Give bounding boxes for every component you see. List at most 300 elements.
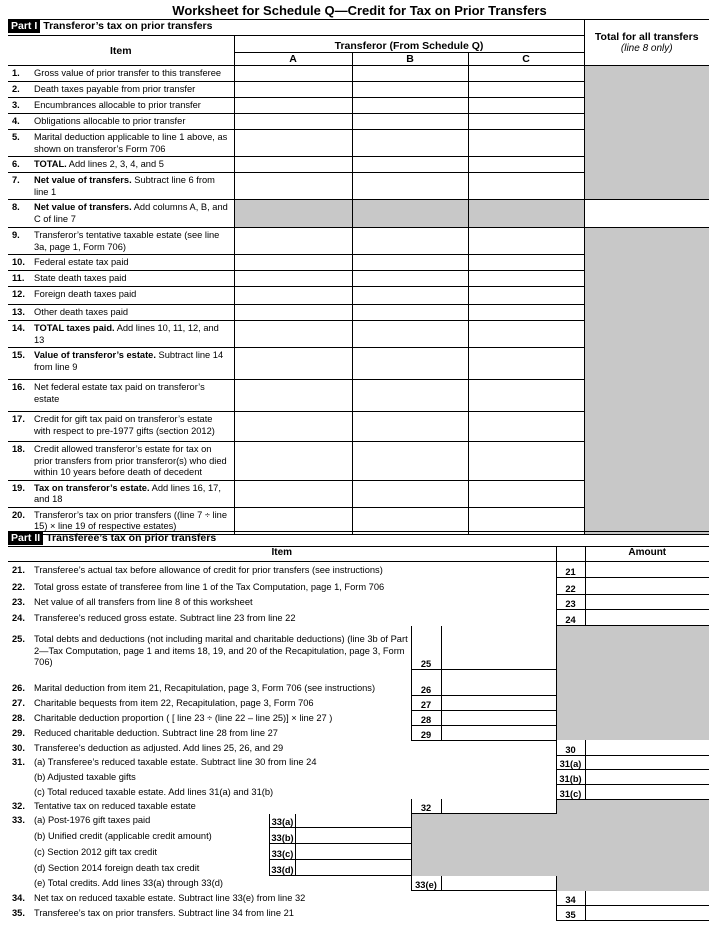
shaded-cell [585,876,709,891]
part1-row-17 [8,412,709,442]
line-number [8,772,34,784]
part1-item-14 [8,321,234,348]
part1-row-3 [8,98,709,114]
part2-heading: Transferee’s tax on prior transfers [46,532,217,544]
part2-row-35 [8,906,709,921]
input-line6-col-a[interactable] [234,157,352,173]
part1-item-6 [8,157,234,173]
total-header-cell [584,20,709,66]
input-line14-col-a[interactable] [234,321,352,348]
column-c-header: C [468,53,584,66]
part2-item-30 [8,740,556,755]
shaded-cell [585,799,709,814]
part1-item-15 [8,348,234,380]
part1-row-16 [8,380,709,412]
total-subheader: (line 8 only) [620,43,673,54]
line-box-23: 23 [556,595,585,610]
amount-input-22[interactable] [585,578,709,595]
part2-item-31(b) [8,770,556,785]
part2-item-32 [8,799,411,814]
line-text: Credit allowed transferor’s estate for tax on prior transfers from prior transferor(s) who died within 10 years before death of decedent [34,444,227,477]
part2-item-23 [8,595,556,610]
part1-label: Part I [8,19,40,33]
line-box-22: 22 [556,578,585,595]
part2-item-35 [8,906,556,921]
line-number: 11. [12,273,25,283]
line-number: 22. [12,582,25,592]
total-line11 [584,271,709,287]
part1-row-15 [8,348,709,380]
shaded-cell [441,814,556,828]
part2-row-30 [8,740,709,755]
input-line7-col-a[interactable] [234,173,352,200]
part1-row-18 [8,442,709,481]
part1-row-9 [8,228,709,255]
line-box-33(e): 33(e) [411,876,441,891]
input-line18-col-a[interactable] [234,442,352,481]
part2-row-24 [8,610,709,626]
line-number: 31. [12,757,25,767]
input-line10-col-a[interactable] [234,255,352,271]
part2-heading-row [8,532,709,547]
input-line7-col-b[interactable] [352,173,468,200]
shaded-cell [585,725,709,740]
input-line19-col-b[interactable] [352,480,468,507]
input-line2-col-a[interactable] [234,82,352,98]
part2-row-34 [8,891,709,906]
line-text: Net tax on reduced taxable estate. Subtract line 33(e) from line 32 [34,893,306,903]
input-line4-col-a[interactable] [234,114,352,130]
line-text: Add lines 16, 17, and 18 [34,482,221,504]
line-number: 32. [12,801,25,811]
part1-item-1 [8,66,234,82]
line-number: 13. [12,307,25,317]
line-text: (a) Post-1976 gift taxes paid [34,815,151,825]
input-line7-col-c[interactable] [468,173,584,200]
line-bold-label: TOTAL taxes paid. [34,323,115,333]
line-text: Transferor’s tentative taxable estate (see line 3a, page 1, Form 706) [34,230,220,252]
input-line8-col-a [234,200,352,228]
input-line17-col-a[interactable] [234,412,352,442]
part2-item-22 [8,578,556,595]
line-text: Foreign death taxes paid [34,289,137,299]
input-line18-col-c[interactable] [468,442,584,481]
part2-row-27 [8,696,709,711]
part2-row-28 [8,710,709,725]
shaded-cell [585,844,709,860]
shaded-cell [556,626,585,670]
input-line10-col-c[interactable] [468,255,584,271]
input-line9-col-b[interactable] [352,228,468,255]
input-line13-col-c[interactable] [468,305,584,321]
shaded-cell [441,860,556,876]
column-b-header: B [352,53,468,66]
part2-row-21 [8,562,709,578]
amount-input-35[interactable] [585,906,709,921]
shaded-cell [585,626,709,670]
total-header: Total for all transfers [594,31,699,43]
line-number: 3. [12,100,20,110]
line-text: (c) Total reduced taxable estate. Add lines 31(a) and 31(b) [34,786,274,797]
part1-row-4 [8,114,709,130]
line-box-33(b): 33(b) [269,828,296,844]
line-number: 12. [12,289,25,299]
input-line19-col-c[interactable] [468,480,584,507]
part1-row-19 [8,480,709,507]
total-line12 [584,287,709,305]
input-line17-col-c[interactable] [468,412,584,442]
line-number: 1. [12,68,20,78]
total-line19 [584,480,709,507]
amount-input-33(e)[interactable] [441,876,556,891]
part2-row-31(b) [8,770,709,785]
amount-input-24[interactable] [585,610,709,626]
line-text: Credit for gift tax paid on transferor’s estate with respect to pre-1977 gifts (section 2012) [34,414,215,436]
line-text: (c) Section 2012 gift tax credit [34,847,157,857]
line-box-31(a): 31(a) [556,755,585,770]
line-text: Subtract line 14 from line 9 [34,350,224,372]
line-box-32: 32 [411,799,441,814]
part2-table [8,531,709,921]
total-line13 [584,305,709,321]
amount-input-33(d)[interactable] [296,860,411,876]
part1-item-4 [8,114,234,130]
input-line11-col-b[interactable] [352,271,468,287]
line-box-34: 34 [556,891,585,906]
input-line15-col-a[interactable] [234,348,352,380]
line-text: Total debts and deductions (not including marital and charitable deductions) (line 3b of Part 2—Tax Computation, page 1 and items 18, 19, and 20 of the Recapitulation, page 3, Form 706) [34,634,408,667]
shaded-cell [411,814,441,828]
line-text: Obligations allocable to prior transfer [34,116,186,126]
line-number: 6. [12,159,20,169]
part2-item-34 [8,891,556,906]
line-text: Subtract line 6 from line 1 [34,175,215,197]
line-box-28: 28 [411,710,441,725]
input-line15-col-c[interactable] [468,348,584,380]
input-line9-col-c[interactable] [468,228,584,255]
shaded-cell [585,814,709,828]
part2-item-28 [8,710,411,725]
line-text: Reduced charitable deduction. Subtract line 28 from line 27 [34,727,278,738]
part2-row-23 [8,595,709,610]
part1-row-20 [8,507,709,534]
line-box-29: 29 [411,725,441,740]
part1-row-2 [8,82,709,98]
part2-item-24 [8,610,556,626]
part2-item-31(a) [8,755,556,770]
part2-item-26 [8,670,411,696]
shaded-cell [441,844,556,860]
part1-item-18 [8,442,234,481]
line-text: Transferee’s reduced gross estate. Subtract line 23 from line 22 [34,613,296,623]
shaded-cell [556,710,585,725]
part1-row-5 [8,130,709,157]
input-line6-col-c[interactable] [468,157,584,173]
amount-input-28[interactable] [441,710,556,725]
part1-item-19 [8,480,234,507]
line-number: 24. [12,613,25,623]
input-line8-col-b [352,200,468,228]
part1-item-8 [8,200,234,228]
line-text: Charitable bequests from item 22, Recapitulation, page 3, Form 706 [34,697,314,708]
line-box-25: 25 [411,626,441,670]
total-line18 [584,442,709,481]
transferor-header: Transferor (From Schedule Q) [234,36,584,53]
shaded-cell [556,725,585,740]
part1-item-17 [8,412,234,442]
line-number [8,878,34,890]
line-number: 30. [12,742,25,753]
part1-row-10 [8,255,709,271]
line-number: 25. [12,634,25,644]
shaded-cell [556,696,585,711]
line-text: (b) Unified credit (applicable credit amount) [34,831,212,841]
input-line9-col-a[interactable] [234,228,352,255]
part1-item-16 [8,380,234,412]
shaded-cell [556,876,585,891]
part2-item-33(b) [8,828,411,844]
part2-row-31(c) [8,784,709,799]
line-text: Death taxes payable from prior transfer [34,84,196,94]
part2-row-32 [8,799,709,814]
input-line4-col-b[interactable] [352,114,468,130]
amount-input-26[interactable] [441,670,556,696]
line-box-31(c): 31(c) [556,784,585,799]
input-line20-col-a[interactable] [234,507,352,534]
part1-table [8,19,709,535]
line-number: 18. [12,444,25,454]
input-line3-col-a[interactable] [234,98,352,114]
line-number: 5. [12,132,20,142]
part1-row-6 [8,157,709,173]
part2-item-27 [8,696,411,711]
total-line1 [584,66,709,82]
input-line11-col-c[interactable] [468,271,584,287]
shaded-cell [411,828,441,844]
line-number [8,847,34,859]
line-text: (b) Adjusted taxable gifts [34,771,136,782]
line-bold-label: Net value of transfers. [34,175,132,185]
line-text: (e) Total credits. Add lines 33(a) through 33(d) [34,878,223,888]
input-line17-col-b[interactable] [352,412,468,442]
line-text: Add columns A, B, and C of line 7 [34,202,228,224]
part1-row-1 [8,66,709,82]
line-bold-label: Value of transferor’s estate. [34,350,156,360]
input-line12-col-a[interactable] [234,287,352,305]
total-line5 [584,130,709,157]
line-box-33(c): 33(c) [269,844,296,860]
input-line11-col-a[interactable] [234,271,352,287]
line-number: 20. [12,509,25,520]
amount-input-34[interactable] [585,891,709,906]
part2-item-33(e) [8,876,411,891]
amount-input-30[interactable] [585,740,709,755]
line-number: 21. [12,565,25,575]
input-line20-col-b[interactable] [352,507,468,534]
line-number [8,863,34,875]
part2-item-21 [8,562,556,578]
amount-input-33(c)[interactable] [296,844,411,860]
total-line7 [584,173,709,200]
shaded-cell [585,860,709,876]
line-number: 17. [12,414,25,424]
part2-row-33(a) [8,814,709,828]
input-line19-col-a[interactable] [234,480,352,507]
line-number: 16. [12,382,25,392]
shaded-cell [556,814,585,828]
amount-input-31(a)[interactable] [585,755,709,770]
amount-input-31(b)[interactable] [585,770,709,785]
input-line6-col-b[interactable] [352,157,468,173]
line-bold-label: TOTAL. [34,159,67,169]
amount-input-21[interactable] [585,562,709,578]
part1-row-13 [8,305,709,321]
line-box-31(b): 31(b) [556,770,585,785]
input-line2-col-c[interactable] [468,82,584,98]
input-line5-col-a[interactable] [234,130,352,157]
input-line12-col-c[interactable] [468,287,584,305]
shaded-cell [585,710,709,725]
amount-input-32[interactable] [441,799,556,814]
input-line12-col-b[interactable] [352,287,468,305]
part2-item-33(d) [8,860,411,876]
input-line13-col-a[interactable] [234,305,352,321]
line-number [8,787,34,799]
line-text: Gross value of prior transfer to this transferee [34,68,222,78]
shaded-cell [441,828,556,844]
line-text: Encumbrances allocable to prior transfer [34,100,201,110]
amount-input-33(b)[interactable] [296,828,411,844]
amount-input-29[interactable] [441,725,556,740]
part2-item-31(c) [8,784,556,799]
line-number: 4. [12,116,20,126]
part1-row-14 [8,321,709,348]
line-text: (a) Transferee’s reduced taxable estate. Subtract line 30 from line 24 [34,757,317,767]
total-line2 [584,82,709,98]
part2-label: Part II [8,531,43,545]
line-bold-label: Net value of transfers. [34,202,132,212]
part1-item-10 [8,255,234,271]
shaded-cell [585,670,709,696]
part1-item-3 [8,98,234,114]
input-line18-col-b[interactable] [352,442,468,481]
total-line15 [584,348,709,380]
input-line20-col-c[interactable] [468,507,584,534]
part1-heading-row [8,20,584,36]
line-text: Add lines 2, 3, 4, and 5 [68,159,164,169]
line-text: Marital deduction applicable to line 1 above, as shown on transferor’s Form 706 [34,132,228,154]
part1-item-12 [8,287,234,305]
input-line1-col-c[interactable] [468,66,584,82]
amount-input-25[interactable] [441,626,556,670]
line-number [8,831,34,843]
line-text: Transferee’s tax on prior transfers. Subtract line 34 from line 21 [34,907,294,918]
input-line13-col-b[interactable] [352,305,468,321]
shaded-cell [585,828,709,844]
amount-header: Amount [585,547,709,562]
input-line3-col-b[interactable] [352,98,468,114]
part1-item-13 [8,305,234,321]
part2-row-22 [8,578,709,595]
line-number: 29. [12,727,25,738]
line-text: (d) Section 2014 foreign death tax credit [34,863,200,873]
line-text: Transferee’s deduction as adjusted. Add lines 25, 26, and 29 [34,742,284,753]
line-box-33(d): 33(d) [269,860,296,876]
line-number: 19. [12,482,25,493]
part2-row-29 [8,725,709,740]
line-text: Marital deduction from item 21, Recapitulation, page 3, Form 706 (see instructions) [34,683,376,693]
input-line2-col-b[interactable] [352,82,468,98]
total-line14 [584,321,709,348]
part1-item-11 [8,271,234,287]
part1-row-12 [8,287,709,305]
part1-heading: Transferor’s tax on prior transfers [43,20,213,32]
part2-item-29 [8,725,411,740]
input-line16-col-b[interactable] [352,380,468,412]
line-number: 35. [12,907,25,918]
input-line14-col-b[interactable] [352,321,468,348]
part1-item-20 [8,507,234,534]
total-line3 [584,98,709,114]
line-number: 14. [12,323,25,333]
part2-row-25 [8,626,709,670]
total-line4 [584,114,709,130]
shaded-cell [556,860,585,876]
line-number: 8. [12,202,20,212]
total-line17 [584,412,709,442]
amount-input-27[interactable] [441,696,556,711]
input-line8-col-c [468,200,584,228]
line-text: Federal estate tax paid [34,257,129,267]
line-box-33(a): 33(a) [269,814,296,828]
input-line16-col-a[interactable] [234,380,352,412]
shaded-cell [556,799,585,814]
input-line3-col-c[interactable] [468,98,584,114]
input-line1-col-b[interactable] [352,66,468,82]
part1-item-header: Item [8,36,234,66]
part1-item-2 [8,82,234,98]
input-line1-col-a[interactable] [234,66,352,82]
part2-item-33(c) [8,844,411,860]
input-line15-col-b[interactable] [352,348,468,380]
part1-row-7 [8,173,709,200]
input-line4-col-c[interactable] [468,114,584,130]
line-text: Net value of all transfers from line 8 of this worksheet [34,597,253,607]
part2-item-header: Item [8,547,556,562]
total-line20 [584,507,709,534]
input-line16-col-c[interactable] [468,380,584,412]
line-text: Tentative tax on reduced taxable estate [34,801,196,811]
total-line8[interactable] [584,200,709,228]
line-box-27: 27 [411,696,441,711]
line-number: 26. [12,683,25,693]
amount-input-23[interactable] [585,595,709,610]
amount-input-33(a)[interactable] [296,814,411,828]
total-line16 [584,380,709,412]
amount-input-31(c)[interactable] [585,784,709,799]
part2-item-33(a) [8,814,411,828]
part2-row-33(e) [8,876,709,891]
line-text: Transferee’s actual tax before allowance of credit for prior transfers (see instructions) [34,565,383,575]
part2-row-33(d) [8,860,709,876]
input-line14-col-c[interactable] [468,321,584,348]
input-line10-col-b[interactable] [352,255,468,271]
line-text: Net federal estate tax paid on transferor’s estate [34,382,205,404]
line-number: 2. [12,84,20,94]
input-line5-col-b[interactable] [352,130,468,157]
part1-row-8 [8,200,709,228]
input-line5-col-c[interactable] [468,130,584,157]
